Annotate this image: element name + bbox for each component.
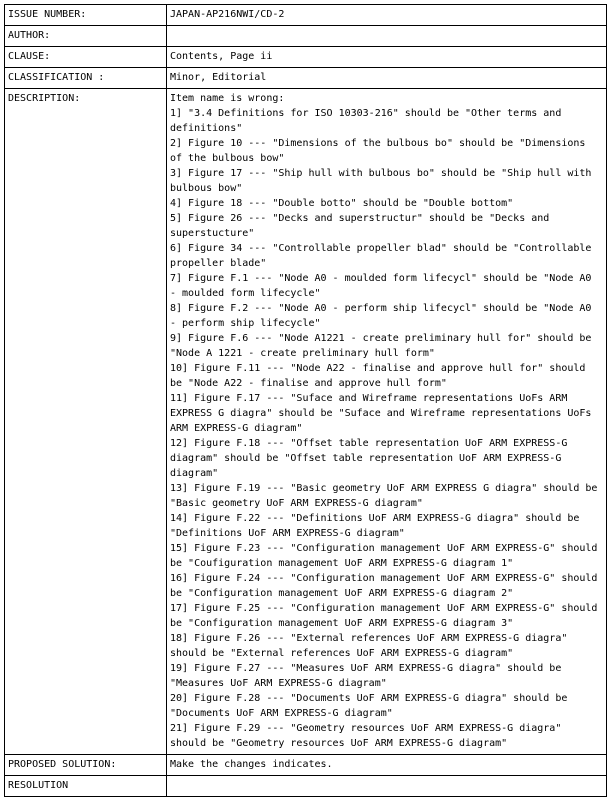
description-item: 11] Figure F.17 --- "Suface and Wireframe representations UoFs ARM EXPRESS G diagra" should be "Suface and Wireframe representations UoFs ARM EXPRESS-G diagram": [170, 393, 592, 434]
description-item: 16] Figure F.24 --- "Configuration management UoF ARM EXPRESS-G" should be "Configuration management UoF ARM EXPRESS-G diagram 2": [170, 573, 598, 599]
description-item: 10] Figure F.11 --- "Node A22 - finalise and approve hull for" should be "Node A22 - finalise and approve hull form": [170, 363, 586, 389]
classification-value: Minor, Editorial: [167, 68, 607, 89]
description-item: 20] Figure F.28 --- "Documents UoF ARM EXPRESS-G diagra" should be "Documents UoF ARM EXPRESS-G diagram": [170, 693, 568, 719]
description-item: 15] Figure F.23 --- "Configuration management UoF ARM EXPRESS-G" should be "Coufiguration management UoF ARM EXPRESS-G diagram 1": [170, 543, 598, 569]
description-item: 17] Figure F.25 --- "Configuration management UoF ARM EXPRESS-G" should be "Configuration management UoF ARM EXPRESS-G diagram 3": [170, 603, 598, 629]
description-item: 3] Figure 17 --- "Ship hull with bulbous bo" should be "Ship hull with bulbous bow": [170, 168, 592, 194]
description-row: [5, 89, 607, 755]
description-intro: Item name is wrong:: [170, 93, 285, 104]
description-item: 4] Figure 18 --- "Double botto" should be "Double bottom": [170, 198, 514, 209]
issue-number-value: JAPAN-AP216NWI/CD-2: [167, 5, 607, 26]
author-row: [5, 26, 607, 47]
description-item: 12] Figure F.18 --- "Offset table representation UoF ARM EXPRESS-G diagram" should be "Offset table representation UoF ARM EXPRESS-G diagram": [170, 438, 568, 479]
proposed-solution-row: [5, 755, 607, 776]
description-item: 18] Figure F.26 --- "External references UoF ARM EXPRESS-G diagra" should be "External references UoF ARM EXPRESS-G diagram": [170, 633, 568, 659]
issue-number-label: ISSUE NUMBER:: [5, 5, 167, 26]
description-item: 14] Figure F.22 --- "Definitions UoF ARM EXPRESS-G diagra" should be "Definitions UoF ARM EXPRESS-G diagram": [170, 513, 580, 539]
description-label: DESCRIPTION:: [5, 89, 167, 755]
resolution-value: [167, 776, 607, 797]
clause-value: Contents, Page ii: [167, 47, 607, 68]
description-item: 8] Figure F.2 --- "Node A0 - perform ship lifecycl" should be "Node A0 - perform ship lifecycle": [170, 303, 592, 329]
description-item: 5] Figure 26 --- "Decks and superstructur" should be "Decks and superstucture": [170, 213, 550, 239]
resolution-row: [5, 776, 607, 797]
description-item: 6] Figure 34 --- "Controllable propeller blad" should be "Controllable propeller blade": [170, 243, 592, 269]
proposed-solution-value: Make the changes indicates.: [167, 755, 607, 776]
clause-row: [5, 47, 607, 68]
description-value: [167, 89, 607, 755]
description-item: 13] Figure F.19 --- "Basic geometry UoF ARM EXPRESS G diagra" should be "Basic geometry UoF ARM EXPRESS-G diagram": [170, 483, 598, 509]
classification-row: [5, 68, 607, 89]
description-item: 19] Figure F.27 --- "Measures UoF ARM EXPRESS-G diagra" should be "Measures UoF ARM EXPRESS-G diagram": [170, 663, 562, 689]
clause-label: CLAUSE:: [5, 47, 167, 68]
description-item: 2] Figure 10 --- "Dimensions of the bulbous bo" should be "Dimensions of the bulbous bow": [170, 138, 586, 164]
issue-form-table: [4, 4, 607, 797]
description-item: 7] Figure F.1 --- "Node A0 - moulded form lifecycl" should be "Node A0 - moulded form lifecycle": [170, 273, 592, 299]
author-value: [167, 26, 607, 47]
issue-number-row: [5, 5, 607, 26]
classification-label: CLASSIFICATION :: [5, 68, 167, 89]
proposed-solution-label: PROPOSED SOLUTION:: [5, 755, 167, 776]
description-item: 21] Figure F.29 --- "Geometry resources UoF ARM EXPRESS-G diagra" should be "Geometry resources UoF ARM EXPRESS-G diagram": [170, 723, 562, 749]
resolution-label: RESOLUTION: [5, 776, 167, 797]
description-item: 1] "3.4 Definitions for ISO 10303-216" should be "Other terms and definitions": [170, 108, 562, 134]
author-label: AUTHOR:: [5, 26, 167, 47]
description-item: 9] Figure F.6 --- "Node A1221 - create preliminary hull for" should be "Node A 1221 - create preliminary hull form": [170, 333, 592, 359]
